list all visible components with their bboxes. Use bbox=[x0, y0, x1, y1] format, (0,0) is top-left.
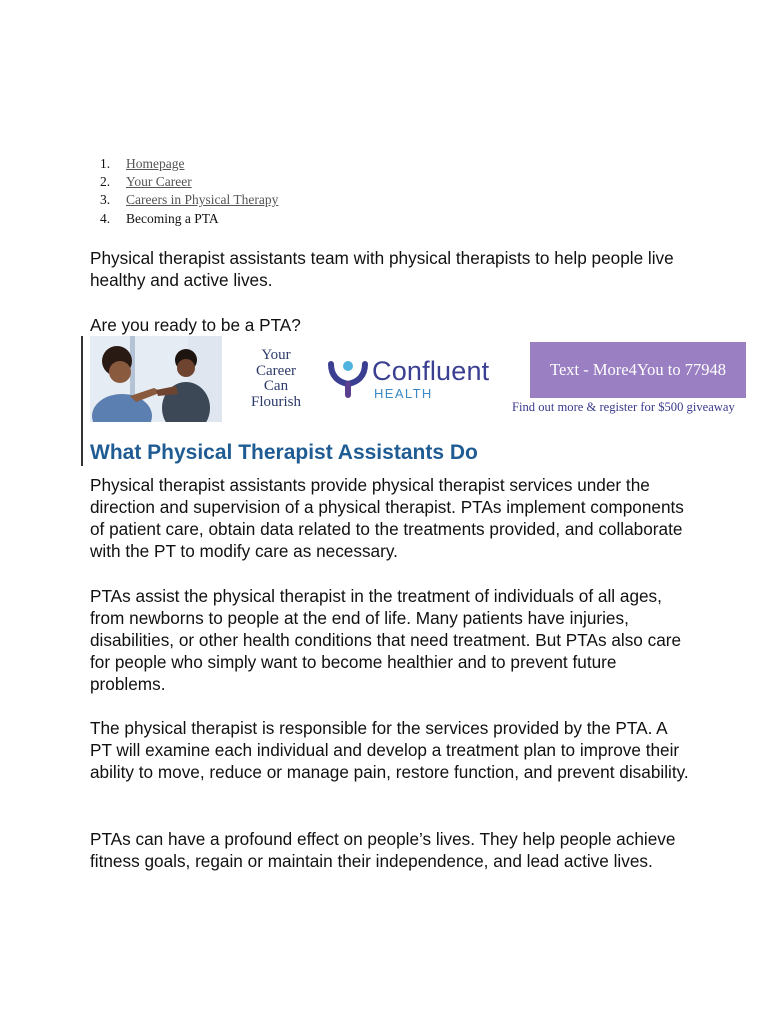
ad-tagline-line: Career bbox=[256, 362, 296, 379]
ad-photo-image bbox=[90, 336, 222, 422]
brand-name: Confluent bbox=[372, 356, 490, 386]
intro-text: Physical therapist assistants team with physical therapists to help people live healthy and active lives. bbox=[90, 248, 674, 290]
breadcrumb-link-your-career[interactable]: Your Career bbox=[126, 174, 192, 190]
breadcrumb-link-careers-in-pt[interactable]: Careers in Physical Therapy bbox=[126, 192, 279, 208]
breadcrumb-number: 1. bbox=[100, 156, 111, 171]
body-paragraph: PTAs can have a profound effect on people’s lives. They help people achieve fitness goals, regain or maintain their independence, and lead active lives. bbox=[90, 829, 676, 871]
breadcrumb-item-homepage bbox=[100, 155, 278, 173]
ad-subline[interactable]: Find out more & register for $500 giveaway bbox=[512, 400, 735, 414]
ad-tagline-line: Flourish bbox=[250, 393, 301, 410]
section-heading: What Physical Therapist Assistants Do bbox=[90, 441, 478, 464]
breadcrumb-number: 3. bbox=[100, 192, 111, 208]
breadcrumb-current: Becoming a PTA bbox=[126, 210, 219, 226]
banner-divider bbox=[81, 336, 83, 466]
breadcrumb bbox=[100, 155, 278, 228]
body-paragraph: The physical therapist is responsible for the services provided by the PTA. A PT will examine each individual and develop a treatment plan to improve their ability to move, reduce or manage pain, restore function, and prevent disability. bbox=[90, 718, 689, 782]
breadcrumb-item-your-career bbox=[100, 173, 278, 191]
question-text: Are you ready to be a PTA? bbox=[90, 315, 301, 335]
breadcrumb-number: 4. bbox=[100, 210, 111, 226]
breadcrumb-item-careers bbox=[100, 191, 278, 209]
ad-tagline-line: Your bbox=[261, 347, 291, 363]
ad-tagline bbox=[242, 348, 310, 410]
ad-cta-button[interactable]: Text - More4You to 77948 bbox=[530, 342, 746, 398]
ad-banner[interactable] bbox=[90, 336, 766, 426]
body-paragraph: PTAs assist the physical therapist in the treatment of individuals of all ages, from newborns to people at the end of life. Many patients have injuries, disabilities, or other health conditions that need treatment. But PTAs also care for people who simply want to become healthier and to prevent future problems. bbox=[90, 586, 682, 694]
breadcrumb-link-homepage[interactable]: Homepage bbox=[126, 156, 185, 171]
confluent-health-logo bbox=[328, 356, 508, 406]
breadcrumb-number: 2. bbox=[100, 174, 111, 190]
confluent-mark-icon bbox=[328, 358, 370, 398]
brand-subtitle: HEALTH bbox=[374, 386, 433, 401]
ad-tagline-line: Can bbox=[263, 378, 289, 394]
ad-photo bbox=[90, 336, 222, 422]
body-paragraph: Physical therapist assistants provide physical therapist services under the direction and supervision of a physical therapist. PTAs implement components of patient care, obtain data related to the treatments provided, and collaborate with the PT to modify care as necessary. bbox=[90, 475, 684, 561]
breadcrumb-item-current bbox=[100, 210, 278, 228]
